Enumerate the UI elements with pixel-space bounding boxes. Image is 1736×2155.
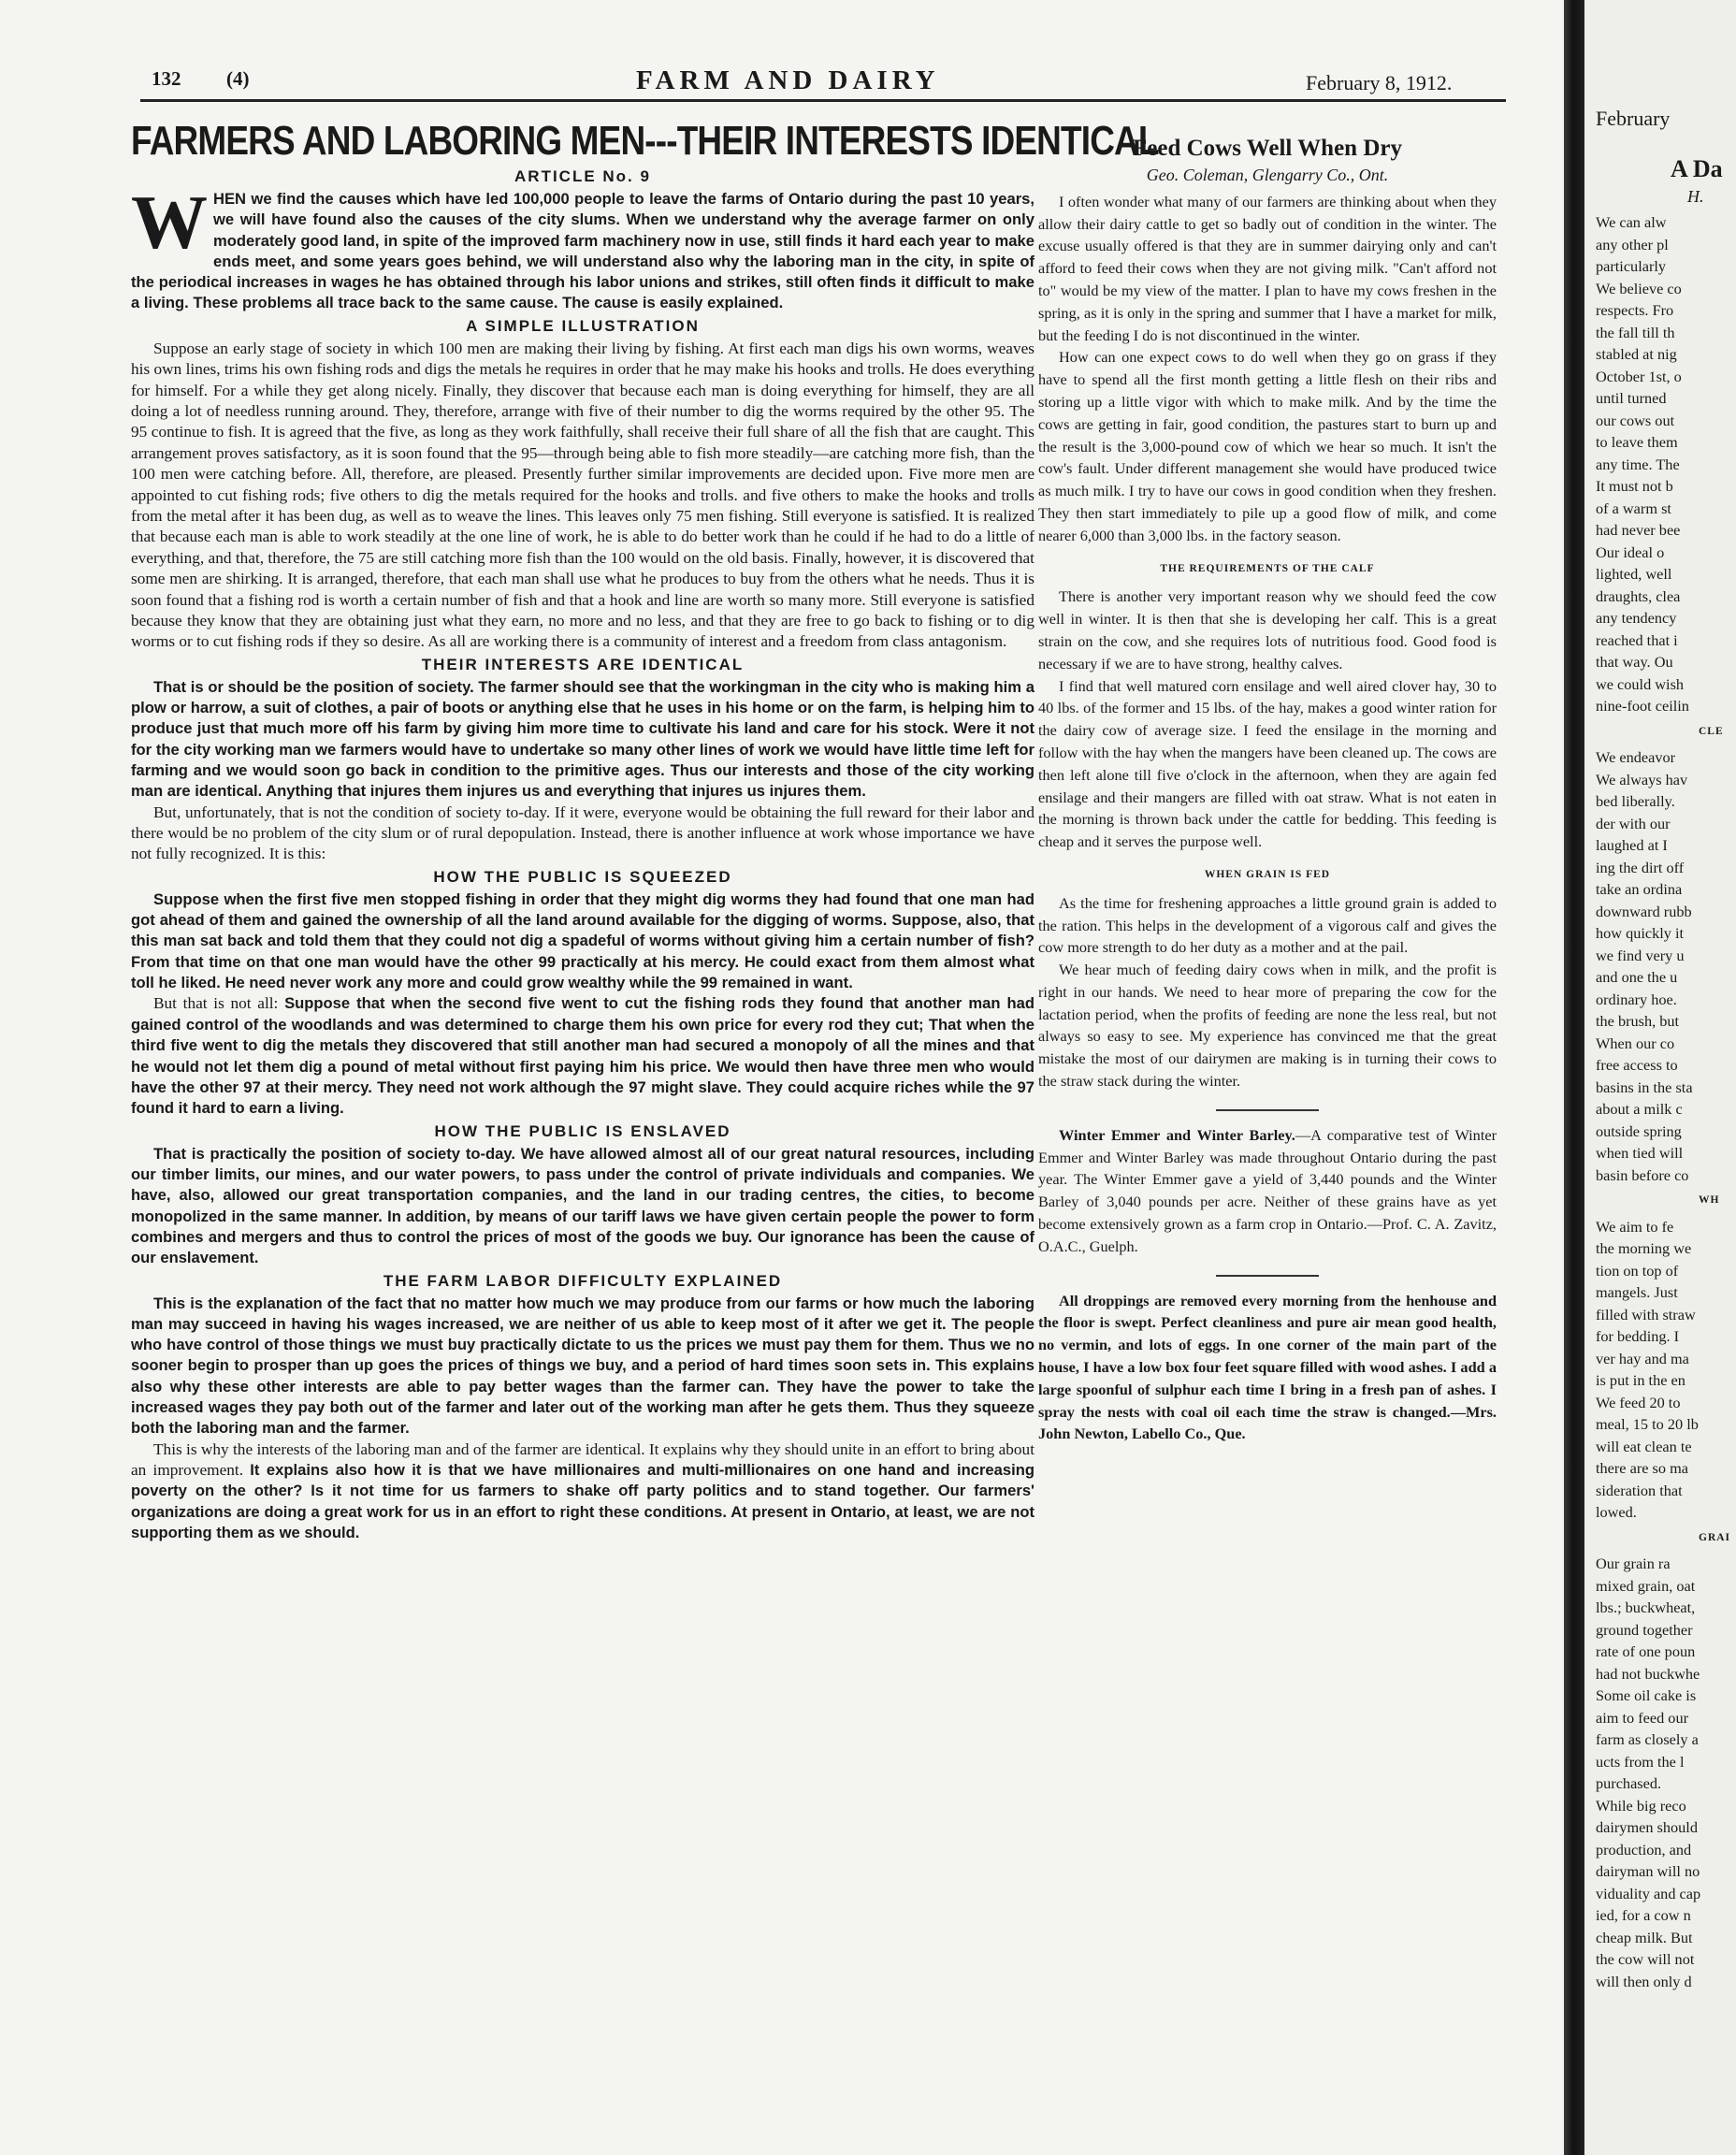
next-page-line: ing the dirt off [1596,858,1685,876]
next-page-line: dairyman will no [1596,1862,1700,1880]
next-page-line: ucts from the l [1596,1752,1685,1771]
next-page-header: February [1596,107,1671,130]
next-page-fragment [1584,0,1736,2155]
next-page-line: respects. Fro [1596,301,1674,319]
feed-paragraph-1: I often wonder what many of our farmers are thinking about when they allow their dairy cattle to get so badly out of condition in the winter. The excuse usually offered is that they are in summer dairying only and can't afford to feed their cows when they are not giving milk. "Can't afford not to" would be my view of the matter. I plan to have my cows freshen in the spring, as it is only in the spring and summer that I have a market for milk, but the feeding I do is not discontinued in the winter. [1038,192,1497,344]
next-page-line: der with our [1596,814,1671,832]
main-article [131,118,1159,1544]
squeezed-second-paragraph [131,993,1034,1119]
next-page-line: aim to feed our [1596,1708,1689,1727]
next-page-title: A Da [1671,155,1723,182]
next-page-line: WH [1699,1194,1720,1206]
next-page-line: we find very u [1596,946,1685,964]
identical-bold-paragraph: That is or should be the position of society. The farmer should see that the workingman in the city who is making him a plow or harrow, a suit of clothes, a pair of boots or anything else that he uses in his home or on the farm, is helping him to produce just that much more off his farm by giving him more time to cultivate his land and care for his stock. Were it not for the city working man we farmers would have to undertake so many other lines of work we would have little time left for farming and we would soon go back in condition to the primitive ages. Thus our interests and those of the city working man are identical. Anything that injures them injures us and everything that injures us injures them. [131,677,1034,801]
book-gutter [1564,0,1584,2155]
section-heading-enslaved: HOW THE PUBLIC IS ENSLAVED [434,1121,731,1140]
next-page-line: outside spring [1596,1121,1682,1140]
next-page-line: our cows out [1596,411,1675,429]
next-page-line: the cow will not [1596,1950,1695,1968]
next-page-line: filled with straw [1596,1305,1696,1323]
next-page-line: about a milk c [1596,1100,1683,1118]
next-page-line: that way. Ou [1596,653,1673,671]
publication-title: FARM AND DAIRY [636,65,940,95]
next-page-line: ground together [1596,1620,1693,1639]
squeezed-bold-continuation: Suppose that when the second five went to cut the fishing rods they found that another man had gained control of the woodlands and was determined to charge them his own price for every rod they cut; That when the third five went to dig the metals they discovered that still another man had secured a monopoly of all the mines and that he would not let them dig a pound of metal without first paying him his price. We would then have three men who would have the other 97 at their mercy. They need not work although the 97 might slave. They could acquire riches while the 97 found it hard to earn a living. [131,994,1034,1118]
next-page-line: mangels. Just [1596,1283,1678,1301]
next-page-line: mixed grain, oat [1596,1576,1696,1595]
next-page-line: how quickly it [1596,924,1685,942]
labor-difficulty-bold-paragraph: This is the explanation of the fact that no matter how much we may produce from our farms or how much the laboring man may succeed in having his wages increased, we are neither of us able to keep most of it after we get it. The people who have control of those things we must buy practically dictate to us the prices we must pay them for them. Thus we no sooner begin to prosper than up goes the prices of things we buy, and a period of hard times soon sets in. This explains also why these other interests are able to pay better wages than the farmer can. They have the power to take the increased wages they pay both out of the farmer and later out of the working man after he gets them. Thus they squeeze both the laboring man and the farmer. [131,1294,1034,1438]
next-page-line: basin before co [1596,1165,1689,1184]
next-page-line: until turned [1596,389,1667,407]
enslaved-paragraph: That is practically the position of society to-day. We have allowed almost all of our great natural resources, including our timber limits, our mines, and our water powers, to pass under the control of private individuals and companies. We have, also, allowed our great transportation companies, and the land in our trading centres, the cities, to become monopolized in the same manner. In addition, by means of our tariff laws we have given certain people the power to form combines and mergers and thus to control the prices of most of the goods we buy. Our ignorance has been the cause of our enslavement. [131,1144,1034,1267]
page-number: 132 [152,67,181,90]
henhouse-note: All droppings are removed every morning from the henhouse and the floor is swept. Perfect cleanliness and pure air mean good health, no vermin, and lots of eggs. In one corner of the main part of the house, I have a low box four feet square filled with wood ashes. I add a large spoonful of sulphur each time I bring in a fresh pan of ashes. I spray the nests with coal oil each time the straw is changed.—Mrs. John Newton, Labello Co., Que. [1038,1291,1497,1443]
next-page-line: nine-foot ceilin [1596,697,1689,715]
drop-cap: W [131,180,208,265]
squeezed-bold-paragraph: Suppose when the first five men stopped fishing in order that they might dig worms they had found that one man had got ahead of them and gained the ownership of all the land around available for the digging of worms. Suppose, also, that this man sat back and told them that they could not dig a spadeful of worms without giving him a certain number of fish? From that time on that one man would have the other 99 practically at his mercy. He could exact from them almost what toll he liked. He need never work any more and could grow wealthy while the 99 remained in want. [131,889,1034,992]
next-page-line: We always hav [1596,770,1688,788]
next-page-line: we could wish [1596,674,1685,693]
next-page-line: lighted, well [1596,565,1672,583]
next-page-line: ied, for a cow n [1596,1906,1691,1924]
next-page-line: We believe co [1596,279,1682,297]
feed-article-title: Feed Cows Well When Dry [1133,136,1402,161]
next-page-line: purchased. [1596,1774,1662,1792]
next-page-byline: H. [1687,187,1704,206]
next-page-line: particularly [1596,257,1667,275]
next-page-line: We can alw [1596,213,1667,231]
feed-article-byline: Geo. Coleman, Glengarry Co., Ont. [1146,166,1389,184]
next-page-line: We feed 20 to [1596,1393,1681,1411]
issue-date: February 8, 1912. [1306,71,1453,94]
feed-paragraph-5: As the time for freshening approaches a little ground grain is added to the ration. This helps in the development of a vigorous calf and gives the cow more strength to do her duty as a mother and at the pail. [1038,893,1497,957]
next-page-line: production, and [1596,1840,1692,1859]
next-page-line: downward rubb [1596,902,1692,920]
next-page-line: the fall till th [1596,323,1675,341]
next-page-line: of a warm st [1596,499,1671,517]
next-page-line: will then only d [1596,1972,1692,1990]
next-page-line: laughed at I [1596,836,1668,854]
closing-normal-text: This is why the interests of the laboring man and of the farmer are identical. It explains why they should unite in an effort to bring about an improvement. [131,1439,1034,1480]
next-page-line: GRAI [1699,1531,1731,1543]
next-page-line: basins in the sta [1596,1078,1693,1096]
next-page-line: had not buckwhe [1596,1664,1700,1683]
feed-paragraph-4: I find that well matured corn ensilage and well aired clover hay, 30 to 40 lbs. of the former and 15 lbs. of the hay, makes a good winter ration for the dairy cow of average size. I feed the ensilage in the morning and follow with the hay when the mangers have been cleaned up. The cows are then left alone till five o'clock in the afternoon, when they are again fed ensilage and their mangers are filled with oat straw. What is not eaten in the morning is thrown back under the cattle for bedding. This feeding is cheap and it serves the purpose well. [1038,676,1497,851]
next-page-line: any time. The [1596,455,1680,473]
next-page-line: CLE [1699,725,1724,737]
next-page-line: meal, 15 to 20 lb [1596,1415,1699,1433]
next-page-line: any other pl [1596,235,1669,253]
next-page-line: Our ideal o [1596,542,1665,561]
section-heading-illustration: A SIMPLE ILLUSTRATION [466,316,700,335]
feed-paragraph-2: How can one expect cows to do well when they go on grass if they have to spend all the first month getting a little flesh on their ribs and storing up a little vigor with which to make milk. And by the time the cows are getting in fair, good condition, the pastures start to burn up and the result is the 3,000-pound cow of which we hear so much. It isn't the cow's fault. Under different management she would have produced twice as much milk. I try to have our cows in good condition when they freshen. They then start immediately to pile up a good flow of milk, and come nearer 6,000 than 3,000 lbs. in the factory season. [1038,348,1497,544]
intro-paragraph [131,180,1034,314]
intro-text: HEN we find the causes which have led 100,000 people to leave the farms of Ontario during the past 10 years, we will have found also the causes of the city slums. When we understand why the average farmer on only moderately good land, in spite of the improved farm machinery now in use, still finds it hard each year to make ends meet, and some years goes behind, we will understand also why the laboring man in the city, in spite of the periodical increases in wages he has obtained through his labor unions and strikes, still often finds it difficult to make a living. These problems all trace back to the same cause. The cause is easily explained. [131,190,1034,312]
emmer-note-text: —A comparative test of Winter Emmer and Winter Barley was made throughout Ontario during the past year. The Winter Emmer gave a yield of 3,440 pounds and the Winter Barley of 3,040 pounds per acre. Neither of these grains have as yet become extensively grown as a farm crop in Ontario.—Prof. C. A. Zavitz, O.A.C., Guelph. [1038,1125,1497,1255]
grain-fed-heading: WHEN GRAIN IS FED [1204,868,1331,880]
column-divider-rule [1216,1109,1319,1111]
emmer-note-lead: Winter Emmer and Winter Barley. [1059,1125,1295,1144]
next-page-line: While big reco [1596,1796,1686,1815]
next-page-line: when tied will [1596,1144,1684,1162]
feed-paragraph-3: There is another very important reason why we should feed the cow well in winter. It is then that she is developing her calf. This is a great strain on the cow, and she requires lots of nutritious food. Good food is necessary if we are to have strong, healthy calves. [1038,587,1497,673]
next-page-line: dairymen should [1596,1818,1698,1836]
next-page-line: free access to [1596,1056,1678,1074]
column-divider-rule-2 [1216,1275,1319,1277]
next-page-line: reached that i [1596,630,1678,649]
next-page-line: the brush, but [1596,1012,1680,1030]
next-page-line: It must not b [1596,477,1673,495]
next-page-line: farm as closely a [1596,1730,1699,1748]
next-page-line: When our co [1596,1034,1675,1052]
next-page-line: draughts, clea [1596,586,1681,605]
next-page-line: to leave them [1596,433,1678,451]
next-page-line: We endeavor [1596,748,1676,766]
closing-bold-text: It explains also how it is that we have millionaires and multi-millionaires on one hand and increasing poverty on the other? Is it not time for us farmers to shake off party politics and to stand together. Our farmers' organizations are doing a great work for us in an effort to right these conditions. At present in Ontario, at least, we are not supporting them as we should. [131,1461,1034,1542]
next-page-line: October 1st, o [1596,367,1682,385]
next-page-line: We aim to fe [1596,1217,1674,1236]
next-page-line: Some oil cake is [1596,1686,1697,1704]
next-page-line: is put in the en [1596,1371,1685,1389]
next-page-line: bed liberally. [1596,792,1675,810]
next-page-line: lowed. [1596,1503,1637,1521]
next-page-line: for bedding. I [1596,1327,1680,1345]
section-heading-labor-difficulty: THE FARM LABOR DIFFICULTY EXPLAINED [383,1271,783,1290]
next-page-line: ordinary hoe. [1596,990,1677,1008]
next-page-line: there are so ma [1596,1459,1688,1477]
next-page-line: ver hay and ma [1596,1349,1689,1367]
emmer-barley-note [1038,1124,1497,1258]
next-page-line: Our grain ra [1596,1555,1671,1572]
next-page-line: stabled at nig [1596,345,1677,363]
calf-requirements-heading: THE REQUIREMENTS OF THE CALF [1160,562,1375,574]
main-headline: FARMERS AND LABORING MEN---THEIR INTERESTS IDENTICAL [131,118,1159,164]
next-page-line: cheap milk. But [1596,1928,1693,1946]
next-page-line: will eat clean te [1596,1437,1692,1455]
next-page-line: lbs.; buckwheat, [1596,1598,1696,1616]
next-page-line: viduality and cap [1596,1884,1701,1902]
next-page-line: rate of one poun [1596,1642,1696,1660]
squeezed-lead: But that is not all: [153,994,279,1013]
next-page-line: the morning we [1596,1239,1692,1257]
next-page-body [1596,211,1736,1992]
article-number: ARTICLE No. 9 [514,167,651,185]
feed-paragraph-6: We hear much of feeding dairy cows when in milk, and the profit is right in our hands. We need to hear more of preparing the cow for the lactation period, when the profits of feeding are none the less real, but not always so easy to see. My experience has convinced me that the great mistake the most of our dairymen are making is in turning their cows to the straw stack during the winter. [1038,961,1497,1091]
identical-normal-paragraph: But, unfortunately, that is not the condition of society to-day. If it were, everyone would be obtaining the full reward for their labor and there would be no problem of the city slum or of rural depopulation. Instead, there is another influence at work whose importance we have not fully recognized. It is this: [131,803,1034,863]
section-heading-squeezed: HOW THE PUBLIC IS SQUEEZED [433,867,732,886]
next-page-line: sideration that [1596,1481,1683,1499]
next-page-line: take an ordina [1596,880,1683,898]
labor-difficulty-closing-paragraph [131,1439,1034,1544]
next-page-line: any tendency [1596,609,1677,627]
feed-cows-column [1038,135,1497,1445]
next-page-line: had never bee [1596,521,1681,539]
section-heading-identical: THEIR INTERESTS ARE IDENTICAL [421,655,745,673]
illustration-paragraph: Suppose an early stage of society in which 100 men are making their living by fishing. At first each man digs his own worms, weaves his own lines, trims his own fishing rods and digs the metals he requires in order that he may make his hooks and trolls. He does everything for himself. For a while they get along nicely. Finally, they discover that because each man is doing everything for himself, they are all doing a lot of needless running around. They, therefore, arrange with five of their number to dig the worms required by the other 95. The 95 continue to fish. It is agreed that the five, as long as they work faithfully, shall receive their full share of all the fish that are caught. This arrangement proves satisfactory, as it is soon found that the 95—through being able to fish more steadily—are catching more fish, than the 100 men were catching before. All, therefore, are pleased. Presently further similar improvements are decided upon. Five more men are appointed to cut fishing rods; five others to dig the metals required for the hooks and trolls. and five others to make the hooks and trolls from the metal after it has been dug, as well as to weave the lines. This leaves only 75 men fishing. Still everyone is satisfied. It is realized that because each man is able to work steadily at the one line of work, he is able to do better work than he could if he had to do a little of everything, and that, therefore, the 75 are still catching more fish than the 100 would on the old basis. Finally, however, it is discovered that some men are shirking. It is arranged, therefore, that each man shall use what he produces to buy from the others what he needs. Thus it is soon found that a fishing rod is worth a certain number of fish and that a hook and line are worth so many more. Still everyone is satisfied because they know that they are obtaining just what they earn, no more and no less, and that they are free to go back to fishing or to dig worms or to cut fishing rods if they so desire. As all are working there is a community of interest and a freedom from class antagonism. [131,339,1034,651]
next-page-line: and one the u [1596,968,1678,986]
next-page-line: tion on top of [1596,1261,1679,1280]
header-rule [140,99,1506,102]
section-number: (4) [226,67,250,90]
